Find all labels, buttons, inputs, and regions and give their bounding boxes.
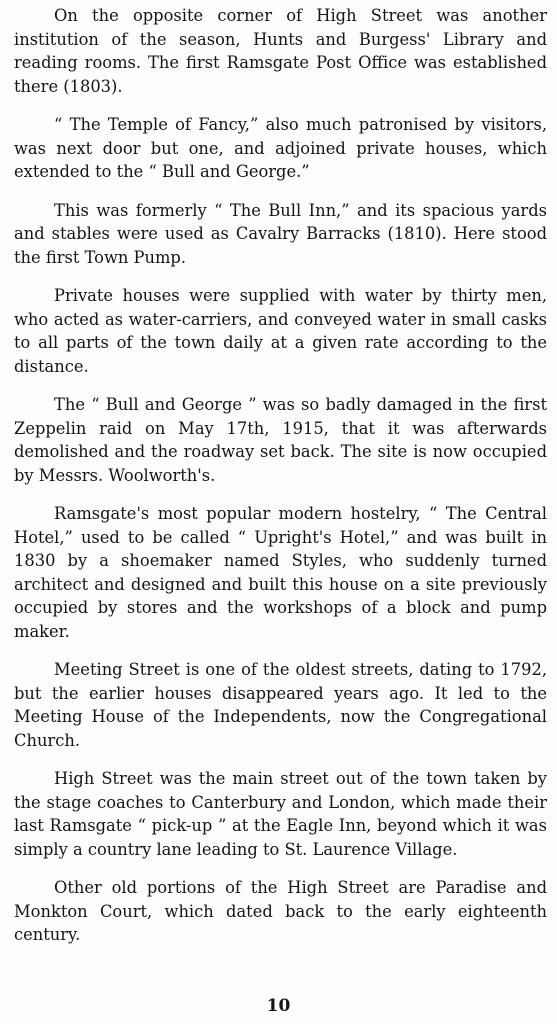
paragraph-water-carriers: Private houses were supplied with water by thirty men, who acted as water-carriers, and conveyed water in small casks to all parts of the town daily at a given rate according to the distance. (14, 286, 547, 376)
paragraph-bull-inn: This was formerly “ The Bull Inn,” and its spacious yards and stables were used as Cavalry Barracks (1810). Here stood the first Town Pump. (14, 200, 547, 267)
paragraph-paradise-monkton: Other old portions of the High Street are Paradise and Monkton Court, which dated back to the early eighteenth century. (14, 878, 547, 944)
paragraph-meeting-street: Meeting Street is one of the oldest streets, dating to 1792, but the earlier houses disappeared years ago. It led to the Meeting House of the Independents, now the Congregational Church. (14, 660, 547, 750)
paragraph-stage-coaches: High Street was the main street out of the town taken by the stage coaches to Canterbury and London, which made their last Ramsgate “ pick-up ” at the Eagle Inn, beyond which it was simply a country lane leading to St. Laurence Village. (14, 769, 547, 859)
page-number: 10 (266, 996, 291, 1016)
paragraph-library: On the opposite corner of High Street was another institution of the season, Hunts and Burgess' Library and reading rooms. The first Ramsgate Post Office was established there (1803). (14, 6, 547, 96)
paragraph-temple-of-fancy: “ The Temple of Fancy,” also much patronised by visitors, was next door but one, and adjoined private houses, which extended to the “ Bull and George.” (14, 115, 547, 181)
paragraph-zeppelin-raid: The “ Bull and George ” was so badly damaged in the first Zeppelin raid on May 17th, 1915, that it was afterwards demolished and the roadway set back. The site is now occupied by Messrs. Woolworth's. (14, 395, 547, 485)
body-text (14, 4, 547, 962)
paragraph-central-hotel: Ramsgate's most popular modern hostelry, “ The Central Hotel,” used to be called “ Upright's Hotel,” and was built in 1830 by a shoemaker named Styles, who suddenly turned architect and designed and built this house on a site previously occupied by stores and the workshops of a block and pump maker. (14, 504, 547, 641)
